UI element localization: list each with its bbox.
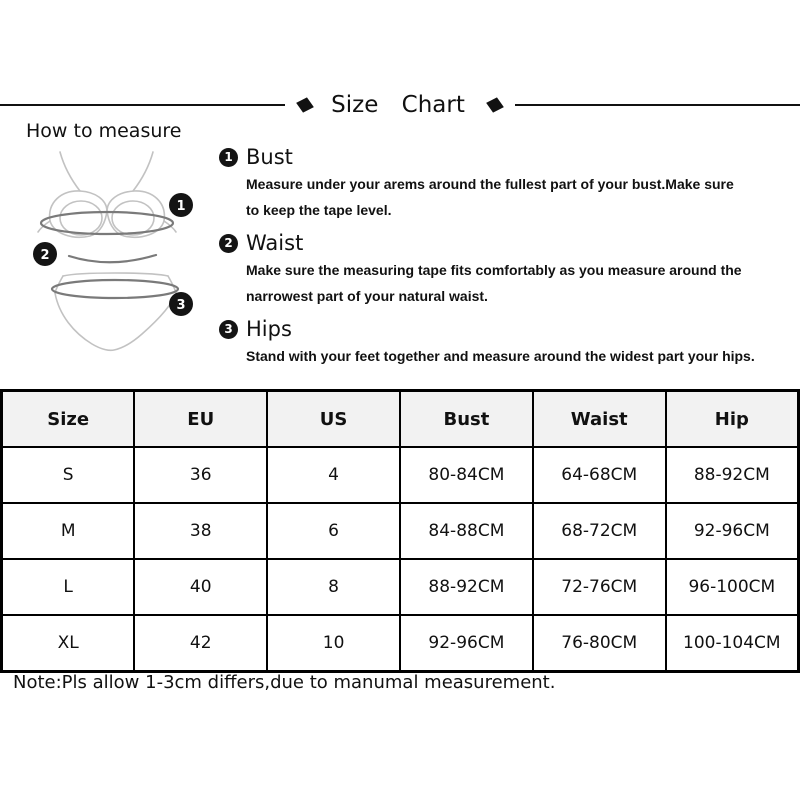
measure-item-waist-heading bbox=[219, 229, 755, 257]
waist-description-line: Make sure the measuring tape fits comfortably as you measure around the bbox=[246, 262, 742, 278]
bra-cup-right-inner bbox=[112, 201, 154, 235]
cell-waist: 68-72CM bbox=[533, 503, 666, 559]
bottom-outline bbox=[55, 293, 176, 350]
col-header-size: Size bbox=[2, 391, 135, 448]
cell-eu: 42 bbox=[134, 615, 267, 672]
size-table-header-row bbox=[2, 391, 799, 448]
waist-label: Waist bbox=[246, 231, 304, 255]
cell-hip: 96-100CM bbox=[666, 559, 799, 615]
waist-tape-arc bbox=[69, 255, 156, 262]
bra-cup-left-inner bbox=[60, 201, 102, 235]
title-divider bbox=[0, 92, 800, 118]
figure-marker-1 bbox=[169, 193, 193, 217]
bust-label: Bust bbox=[246, 145, 293, 169]
cell-eu: 38 bbox=[134, 503, 267, 559]
bust-description-line: Measure under your arems around the fullest part of your bust.Make sure bbox=[246, 176, 734, 192]
cell-us: 8 bbox=[267, 559, 400, 615]
strap-right-line bbox=[133, 152, 153, 191]
strap-left-line bbox=[60, 152, 80, 191]
figure-marker-2 bbox=[33, 242, 57, 266]
cell-us: 6 bbox=[267, 503, 400, 559]
divider-line-right bbox=[515, 104, 800, 106]
cell-us: 4 bbox=[267, 447, 400, 503]
col-header-eu: EU bbox=[134, 391, 267, 448]
cell-size: M bbox=[2, 503, 135, 559]
size-table bbox=[0, 389, 800, 673]
figure-marker-2-number: 2 bbox=[40, 248, 50, 263]
measure-instructions bbox=[219, 143, 755, 375]
measure-item-bust bbox=[219, 143, 755, 223]
cell-eu: 40 bbox=[134, 559, 267, 615]
table-row-s bbox=[2, 447, 799, 503]
measure-item-waist bbox=[219, 229, 755, 309]
cell-bust: 84-88CM bbox=[400, 503, 533, 559]
cell-bust: 92-96CM bbox=[400, 615, 533, 672]
page-title: Size Chart bbox=[331, 92, 465, 118]
figure-marker-3-number: 3 bbox=[176, 298, 186, 313]
how-to-measure-heading: How to measure bbox=[26, 120, 182, 142]
cell-hip: 100-104CM bbox=[666, 615, 799, 672]
hips-label: Hips bbox=[246, 317, 292, 341]
measure-item-hips-heading bbox=[219, 315, 755, 343]
cell-size: S bbox=[2, 447, 135, 503]
col-header-us: US bbox=[267, 391, 400, 448]
cell-waist: 72-76CM bbox=[533, 559, 666, 615]
col-header-waist: Waist bbox=[533, 391, 666, 448]
cell-hip: 88-92CM bbox=[666, 447, 799, 503]
measure-item-hips bbox=[219, 315, 755, 369]
cell-us: 10 bbox=[267, 615, 400, 672]
divider-line-left bbox=[0, 104, 285, 106]
cell-size: L bbox=[2, 559, 135, 615]
waist-number-badge: 2 bbox=[219, 234, 238, 253]
figure-marker-1-number: 1 bbox=[176, 199, 186, 214]
cell-hip: 92-96CM bbox=[666, 503, 799, 559]
bust-description-line: to keep the tape level. bbox=[246, 202, 392, 218]
waist-description-line: narrowest part of your natural waist. bbox=[246, 288, 488, 304]
bust-number-badge: 1 bbox=[219, 148, 238, 167]
cell-waist: 76-80CM bbox=[533, 615, 666, 672]
diamond-icon-right bbox=[486, 97, 504, 112]
cell-waist: 64-68CM bbox=[533, 447, 666, 503]
figure-marker-3 bbox=[169, 292, 193, 316]
hips-description-line: Stand with your feet together and measure around the widest part your hips. bbox=[246, 348, 755, 364]
cell-bust: 88-92CM bbox=[400, 559, 533, 615]
cell-size: XL bbox=[2, 615, 135, 672]
col-header-hip: Hip bbox=[666, 391, 799, 448]
bottom-waistband bbox=[63, 273, 168, 276]
table-row-m bbox=[2, 503, 799, 559]
bikini-measure-illustration bbox=[10, 142, 210, 377]
note-text: Note:Pls allow 1-3cm differs,due to manumal measurement. bbox=[13, 672, 556, 693]
table-row-l bbox=[2, 559, 799, 615]
col-header-bust: Bust bbox=[400, 391, 533, 448]
table-row-xl bbox=[2, 615, 799, 672]
measure-item-bust-heading bbox=[219, 143, 755, 171]
cell-bust: 80-84CM bbox=[400, 447, 533, 503]
diamond-icon-left bbox=[296, 97, 314, 112]
cell-eu: 36 bbox=[134, 447, 267, 503]
hips-number-badge: 3 bbox=[219, 320, 238, 339]
hip-tape-ellipse bbox=[52, 280, 178, 298]
